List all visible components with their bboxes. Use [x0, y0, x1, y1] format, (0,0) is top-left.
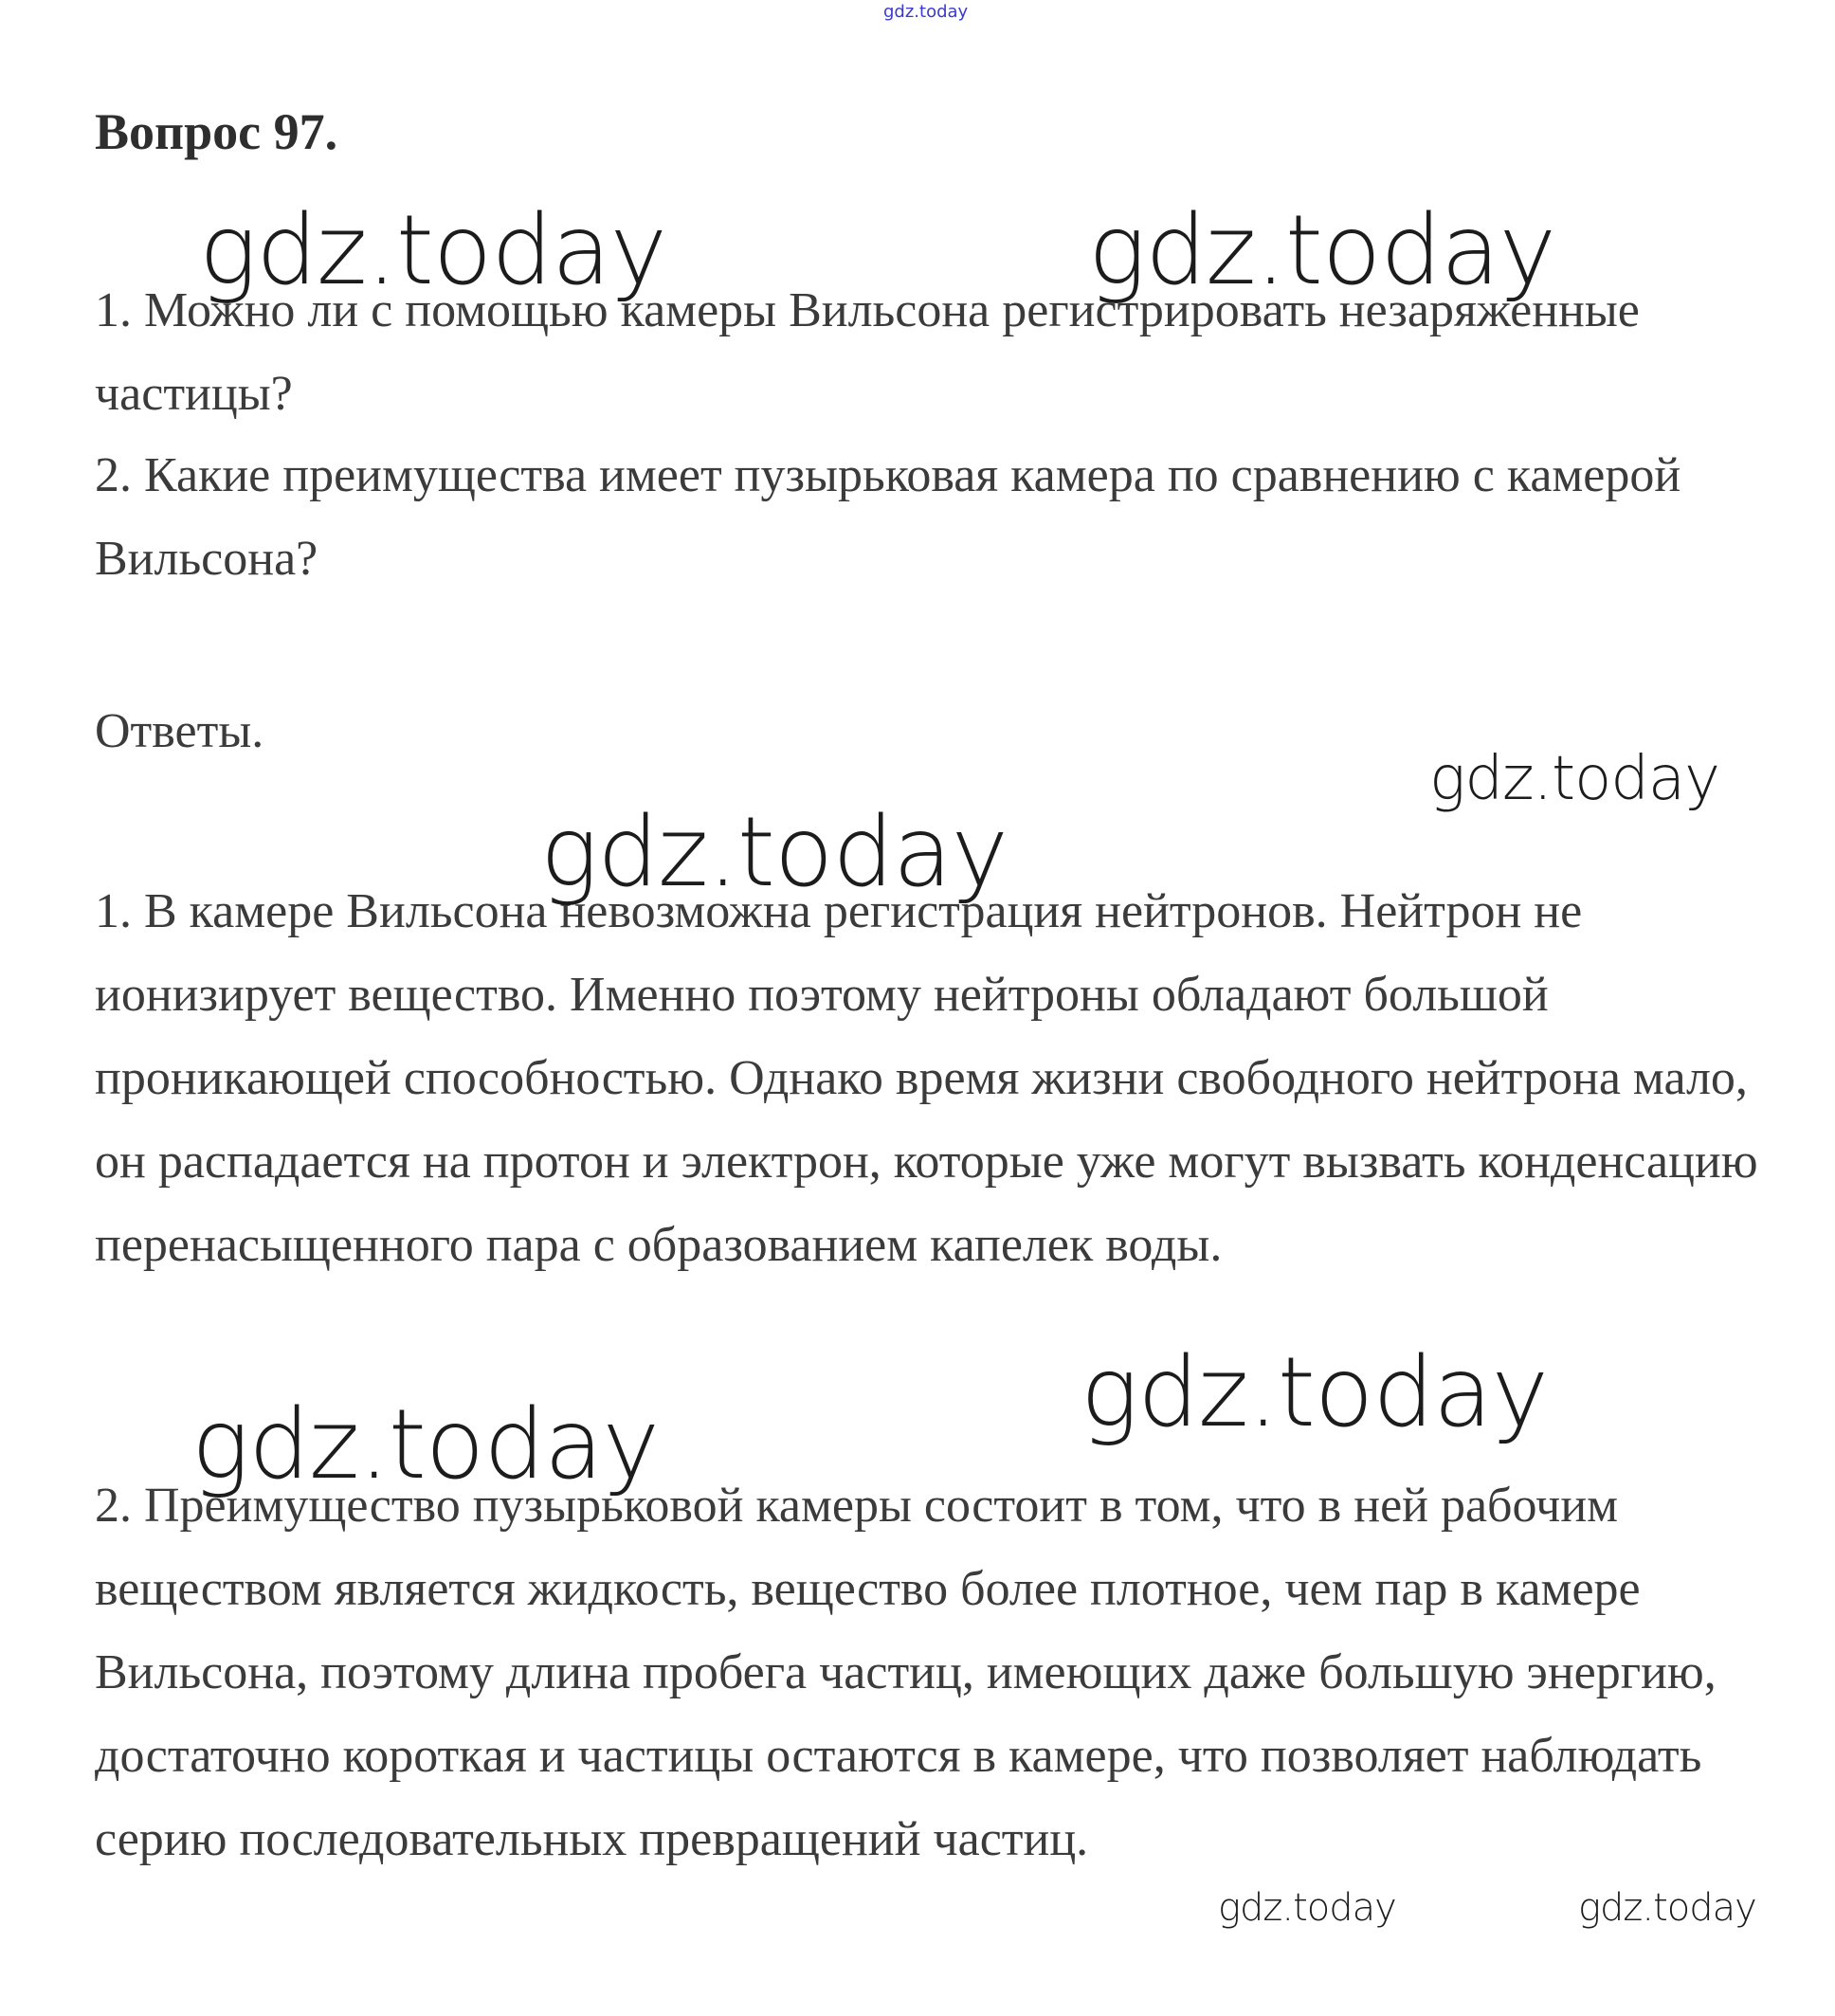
question-2: 2. Какие преимущества имеет пузырьковая камера по сравнению с камерой Вильсона? [95, 448, 1681, 586]
watermark: gdz.today [1218, 1886, 1396, 1930]
watermark: gdz.today [1088, 194, 1555, 307]
watermark: gdz.today [1081, 1336, 1548, 1449]
answer-2: 2. Преимущество пузырьковой камеры состоит в том, что в ней рабочим веществом является жидкость, вещество более плотное, чем пар в камере Вильсона, поэтому длина пробега частиц, имеющих даже большую энергию, достаточно короткая и частицы остаются в камере, что позволяет наблюдать серию последовательных превращений частиц. [95, 1479, 1717, 1866]
answer-1: 1. В камере Вильсона невозможна регистрация нейтронов. Нейтрон не ионизирует вещество. Именно поэтому нейтроны обладают большой проникающей способностью. Однако время жизни свободного нейтрона мало, он распадается на протон и электрон, которые уже могут вызвать конденсацию перенасыщенного пара с образованием капелек воды. [95, 884, 1758, 1272]
watermark: gdz.today [191, 1389, 659, 1501]
watermark: gdz.today [1578, 1886, 1756, 1930]
question-title: Вопрос 97. [95, 103, 338, 160]
answers-label: Ответы. [95, 704, 264, 758]
watermark: gdz.today [1429, 744, 1719, 814]
question-1: 1. Можно ли с помощью камеры Вильсона регистрировать незаряженные частицы? [95, 283, 1640, 421]
watermark: gdz.today [540, 796, 1008, 909]
watermark: gdz.today [199, 194, 666, 307]
site-mark: gdz.today [883, 2, 969, 22]
